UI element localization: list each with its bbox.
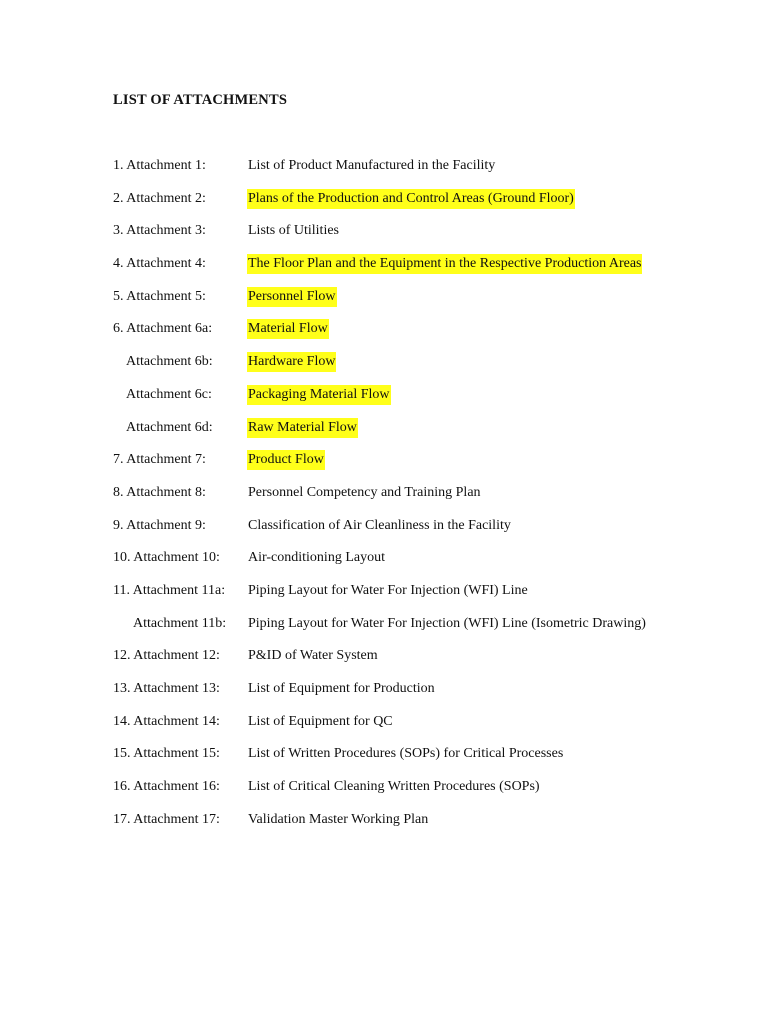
attachment-row (0, 810, 768, 843)
attachment-row (0, 221, 768, 254)
attachment-label: 6. Attachment 6a: (113, 321, 213, 337)
attachment-description: Piping Layout for Water For Injection (WFI) Line (248, 582, 528, 598)
attachment-description: The Floor Plan and the Equipment in the Respective Production Areas (247, 254, 642, 274)
attachment-description: Product Flow (247, 450, 325, 470)
document-title: LIST OF ATTACHMENTS (113, 92, 288, 108)
attachment-row (0, 548, 768, 581)
attachment-row (0, 679, 768, 712)
attachment-label: 11. Attachment 11a: (113, 582, 226, 598)
attachment-description: List of Product Manufactured in the Facility (248, 158, 496, 173)
attachment-description: Personnel Competency and Training Plan (248, 484, 481, 500)
attachment-label: 1. Attachment 1: (113, 158, 206, 173)
attachment-description: Validation Master Working Plan (248, 811, 429, 827)
attachment-row (0, 483, 768, 516)
attachment-label: 9. Attachment 9: (113, 517, 206, 533)
attachment-row (0, 581, 768, 614)
attachment-description: P&ID of Water System (248, 648, 378, 664)
attachment-label: 12. Attachment 12: (113, 648, 220, 664)
attachment-description: Air-conditioning Layout (248, 550, 385, 566)
attachment-label: 3. Attachment 3: (113, 223, 206, 239)
attachment-row (0, 352, 768, 385)
attachment-row (0, 614, 768, 647)
attachment-label: 17. Attachment 17: (113, 811, 220, 827)
attachment-description: Material Flow (247, 319, 329, 339)
attachment-description: Packaging Material Flow (247, 385, 391, 405)
attachment-row (0, 516, 768, 549)
attachment-row (0, 712, 768, 745)
attachment-label: 2. Attachment 2: (113, 190, 206, 206)
attachment-label: 5. Attachment 5: (113, 288, 206, 304)
attachment-description: Plans of the Production and Control Areas (Ground Floor) (247, 189, 575, 209)
attachment-label: 14. Attachment 14: (113, 713, 220, 729)
attachment-row (0, 156, 768, 189)
attachment-description: Personnel Flow (247, 287, 337, 307)
attachment-description: List of Equipment for QC (248, 713, 393, 729)
attachment-label: 4. Attachment 4: (113, 256, 206, 272)
attachment-row (0, 450, 768, 483)
attachment-row (0, 385, 768, 418)
attachment-label: Attachment 6d: (126, 419, 213, 435)
attachment-list (0, 156, 768, 842)
attachment-label: Attachment 6b: (126, 354, 213, 370)
attachment-row (0, 777, 768, 810)
attachment-row (0, 287, 768, 320)
attachment-description: Classification of Air Cleanliness in the Facility (248, 517, 511, 533)
attachment-label: 7. Attachment 7: (113, 452, 206, 468)
attachment-label: 8. Attachment 8: (113, 484, 206, 500)
attachment-row (0, 646, 768, 679)
attachment-label: 13. Attachment 13: (113, 681, 220, 696)
attachment-description: List of Critical Cleaning Written Procedures (SOPs) (248, 779, 540, 795)
attachment-label: Attachment 11b: (133, 615, 227, 631)
attachment-row (0, 418, 768, 451)
attachment-row (0, 189, 768, 222)
attachment-row (0, 744, 768, 777)
attachment-description: List of Written Procedures (SOPs) for Critical Processes (248, 746, 564, 762)
attachment-label: Attachment 6c: (126, 386, 212, 402)
attachment-description: Raw Material Flow (247, 418, 358, 438)
attachment-label: 16. Attachment 16: (113, 779, 220, 795)
attachment-description: Hardware Flow (247, 352, 336, 372)
attachment-row (0, 254, 768, 287)
attachment-description: Lists of Utilities (248, 223, 339, 239)
attachment-description: List of Equipment for Production (248, 681, 435, 696)
attachment-label: 10. Attachment 10: (113, 550, 220, 566)
attachment-label: 15. Attachment 15: (113, 746, 220, 762)
attachment-description: Piping Layout for Water For Injection (WFI) Line (Isometric Drawing) (248, 615, 646, 631)
attachment-row (0, 319, 768, 352)
